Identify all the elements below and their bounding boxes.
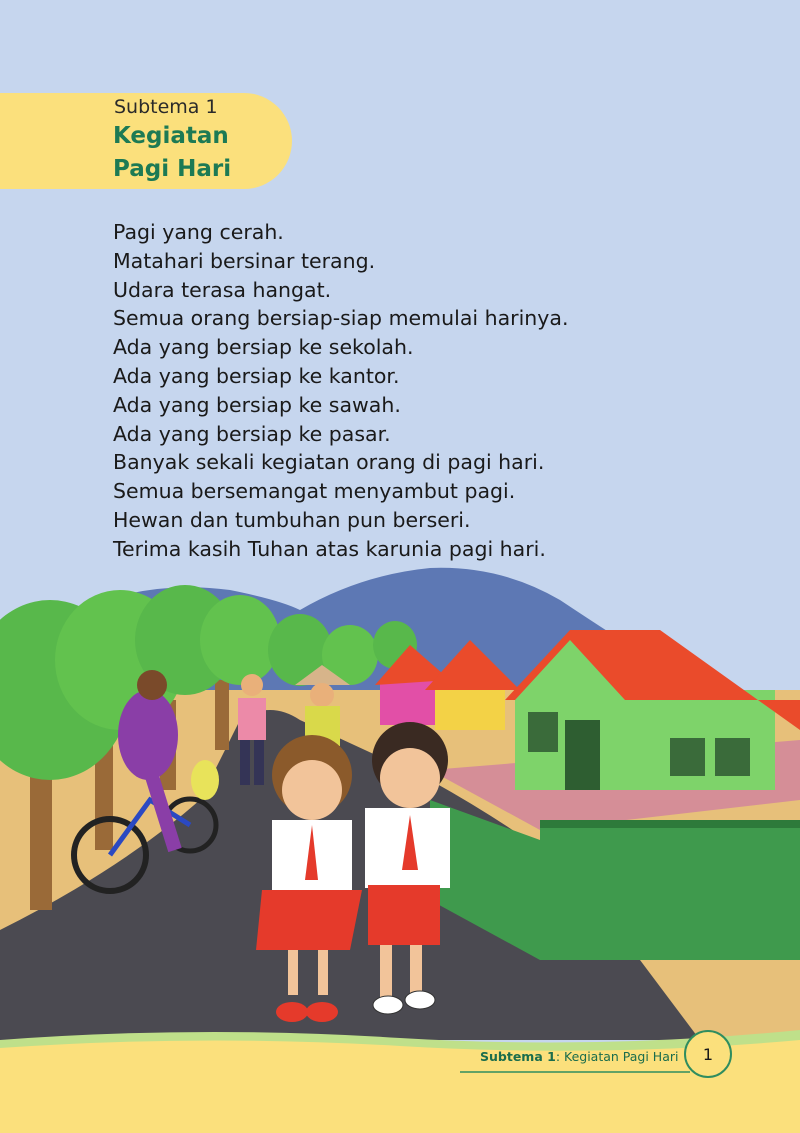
poem-line: Ada yang bersiap ke kantor. bbox=[113, 363, 400, 388]
poem-line: Matahari bersinar terang. bbox=[113, 248, 376, 273]
footer-label-rest: : Kegiatan Pagi Hari bbox=[555, 1049, 679, 1064]
footer-wave-yellow bbox=[0, 1040, 800, 1133]
page-title-line-1: Kegiatan bbox=[113, 123, 229, 149]
poem-line: Hewan dan tumbuhan pun berseri. bbox=[113, 507, 471, 532]
page-number: 1 bbox=[684, 1030, 732, 1078]
footer-label bbox=[480, 1049, 678, 1064]
poem-line: Semua bersemangat menyambut pagi. bbox=[113, 479, 516, 504]
poem-line: Semua orang bersiap-siap memulai harinya. bbox=[113, 306, 569, 331]
poem-line: Ada yang bersiap ke pasar. bbox=[113, 421, 391, 446]
page-title-line-2: Pagi Hari bbox=[113, 156, 232, 182]
poem-line: Terima kasih Tuhan atas karunia pagi hari. bbox=[113, 536, 546, 561]
subtema-label: Subtema 1 bbox=[114, 96, 218, 118]
poem-line: Ada yang bersiap ke sekolah. bbox=[113, 335, 414, 360]
poem-line: Banyak sekali kegiatan orang di pagi hari. bbox=[113, 450, 545, 475]
footer-label-bold: Subtema 1 bbox=[480, 1049, 556, 1064]
house-green bbox=[505, 630, 800, 790]
poem-line: Udara terasa hangat. bbox=[113, 277, 332, 302]
poem-line: Pagi yang cerah. bbox=[113, 220, 284, 244]
poem-text bbox=[113, 218, 568, 564]
poem-line: Ada yang bersiap ke sawah. bbox=[113, 392, 401, 417]
